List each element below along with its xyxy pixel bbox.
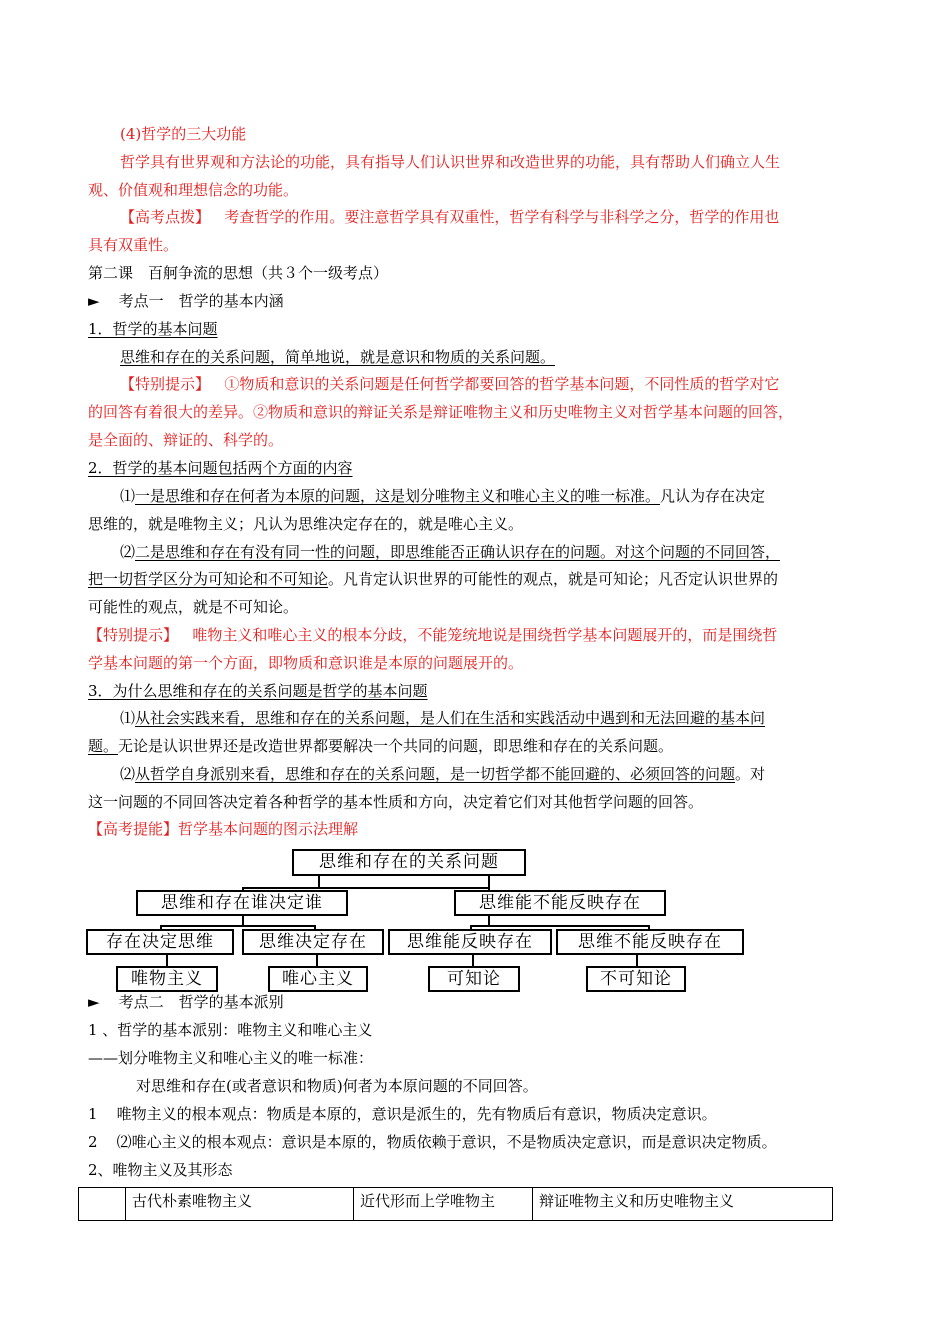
special-tip-text: ①物质和意识的关系问题是任何哲学都要回答的哲学基本问题，不同性质的哲学对它 xyxy=(224,375,780,393)
paragraph-line: 是全面的、辩证的、科学的。 xyxy=(88,431,284,449)
item-number: ⑵ xyxy=(120,543,136,561)
paragraph-line xyxy=(120,542,780,562)
underlined-text: 题。 xyxy=(88,737,119,755)
paragraph-line xyxy=(120,708,765,728)
underlined-text: 二是思维和存在有没有同一性的问题，即思维能否正确认识存在的问题。对这个问题的不同回答， xyxy=(135,543,781,561)
underlined-text: 从哲学自身派别来看，思维和存在的关系问题，是一切哲学都不能回避的、必须回答的问题 xyxy=(135,765,736,783)
connector-line xyxy=(472,953,474,967)
paragraph-line: 具有双重性。 xyxy=(88,236,179,254)
plain-text: 。凡肯定认识世界的可能性的观点，就是可知论；凡否定认识世界的 xyxy=(328,570,779,588)
paragraph-line: 可能性的观点，就是不可知论。 xyxy=(88,598,299,616)
paragraph-line: 哲学具有世界观和方法论的功能，具有指导人们认识世界和改造世界的功能，具有帮助人们确立人生 xyxy=(120,153,781,171)
paragraph-line xyxy=(120,764,765,784)
triangle-bullet-icon: ► xyxy=(88,993,100,1011)
special-tip-label: 【特别提示】 xyxy=(88,626,179,644)
connector-line xyxy=(470,925,650,927)
diagram-box-rl: 思维能反映存在 xyxy=(388,929,552,955)
table-cell xyxy=(79,1188,126,1221)
item-number: 1 xyxy=(88,1105,98,1123)
paragraph-line xyxy=(88,569,778,589)
table-cell: 近代形而上学唯物主 xyxy=(354,1188,533,1221)
materialism-forms-table xyxy=(78,1187,833,1221)
connector-line xyxy=(242,887,490,889)
diagram-box-agnosticism: 不可知论 xyxy=(586,966,686,992)
diagram-box-ll: 存在决定思维 xyxy=(86,929,234,955)
diagram-box-idealism: 唯心主义 xyxy=(268,966,368,992)
special-tip-label: 【特别提示】 xyxy=(120,375,211,393)
subheading: 2、唯物主义及其形态 xyxy=(88,1161,233,1179)
paragraph-line: 这一问题的不同回答决定着各种哲学的基本性质和方向，决定着它们对其他哲学问题的回答。 xyxy=(88,793,704,811)
item-number: 2 xyxy=(88,1133,98,1151)
paragraph-line: 思维和存在的关系问题，简单地说，就是意识和物质的关系问题。 xyxy=(120,348,556,366)
underlined-text: 一是思维和存在何者为本原的问题，这是划分唯物主义和唯心主义的唯一标准。 xyxy=(135,487,661,505)
diagram-box-left: 思维和存在谁决定谁 xyxy=(136,890,348,916)
plain-text: ⑵唯心主义的根本观点：意识是本原的，物质依赖于意识，不是物质决定意识，而是意识决定物质。 xyxy=(116,1133,777,1151)
table-cell: 辩证唯物主义和历史唯物主义 xyxy=(533,1188,833,1221)
diagram-root-box: 思维和存在的关系问题 xyxy=(292,849,526,876)
paragraph-line: ——划分唯物主义和唯心主义的唯一标准： xyxy=(88,1049,374,1067)
item-number: ⑵ xyxy=(120,765,136,783)
topic-heading-text: 考点二 哲学的基本派别 xyxy=(118,993,284,1011)
topic-heading xyxy=(88,992,284,1012)
subheading: 3．为什么思维和存在的关系问题是哲学的基本问题 xyxy=(88,682,428,700)
table-row xyxy=(79,1188,833,1221)
paragraph-line: 学基本问题的第一个方面，即物质和意识谁是本原的问题展开的。 xyxy=(88,654,524,672)
plain-text: 无论是认识世界还是改造世界都要解决一个共同的问题，即思维和存在的关系问题。 xyxy=(118,737,674,755)
item-number: ⑴ xyxy=(120,487,136,505)
connector-line xyxy=(636,953,638,967)
subheading: 2．哲学的基本问题包括两个方面的内容 xyxy=(88,459,353,477)
paragraph-line xyxy=(88,736,673,756)
lesson-title: 第二课 百舸争流的思想（共３个一级考点） xyxy=(88,264,389,282)
underlined-text: 把一切哲学区分为可知论和不可知论 xyxy=(88,570,329,588)
connector-line xyxy=(316,953,318,967)
section-heading-functions: (4)哲学的三大功能 xyxy=(120,125,247,143)
exam-tip-label: 【高考点拨】 xyxy=(120,208,211,226)
diagram-box-materialism: 唯物主义 xyxy=(116,966,218,992)
diagram-box-rr: 思维不能反映存在 xyxy=(556,929,744,955)
connector-line xyxy=(488,874,490,890)
plain-text: 。对 xyxy=(735,765,766,783)
diagram-box-right: 思维能不能反映存在 xyxy=(454,890,666,916)
diagram-box-lr: 思维决定存在 xyxy=(242,929,384,955)
special-tip-line xyxy=(88,625,777,645)
exam-tip-text: 考查哲学的作用。要注意哲学具有双重性，哲学有科学与非科学之分，哲学的作用也 xyxy=(224,208,780,226)
connector-line xyxy=(166,953,168,967)
paragraph-line: 对思维和存在(或者意识和物质)何者为本原问题的不同回答。 xyxy=(136,1077,538,1095)
subheading: 1．哲学的基本问题 xyxy=(88,320,218,338)
paragraph-line: 观、价值观和理想信念的功能。 xyxy=(88,181,299,199)
numbered-line xyxy=(88,1104,717,1124)
connector-line xyxy=(160,925,316,927)
special-tip-text: 唯物主义和唯心主义的根本分歧，不能笼统地说是围绕哲学基本问题展开的，而是围绕哲 xyxy=(192,626,778,644)
topic-heading xyxy=(88,291,284,311)
exam-tip-line xyxy=(120,207,779,227)
diagram-box-agnostic-no: 可知论 xyxy=(428,966,520,992)
item-number: ⑴ xyxy=(120,709,136,727)
topic-heading-text: 考点一 哲学的基本内涵 xyxy=(118,292,284,310)
special-tip-line xyxy=(120,374,779,394)
connector-line xyxy=(318,874,320,888)
underlined-text: 从社会实践来看，思维和存在的关系问题，是人们在生活和实践活动中遇到和无法回避的基本问 xyxy=(135,709,766,727)
paragraph-line xyxy=(120,486,765,506)
paragraph-line: 思维的，就是唯物主义；凡认为思维决定存在的，就是唯心主义。 xyxy=(88,515,524,533)
plain-text: 唯物主义的根本观点：物质是本原的，意识是派生的，先有物质后有意识，物质决定意识。 xyxy=(116,1105,717,1123)
paragraph-line: 的回答有着很大的差异。②物质和意识的辩证关系是辩证唯物主义和历史唯物主义对哲学基本问题的回答， xyxy=(88,403,794,421)
plain-text: 凡认为存在决定 xyxy=(660,487,766,505)
table-cell: 古代朴素唯物主义 xyxy=(126,1188,354,1221)
numbered-line xyxy=(88,1132,777,1152)
exam-skill-heading: 【高考提能】哲学基本问题的图示法理解 xyxy=(88,820,359,838)
triangle-bullet-icon: ► xyxy=(88,292,100,310)
subheading: 1 、哲学的基本派别：唯物主义和唯心主义 xyxy=(88,1021,373,1039)
